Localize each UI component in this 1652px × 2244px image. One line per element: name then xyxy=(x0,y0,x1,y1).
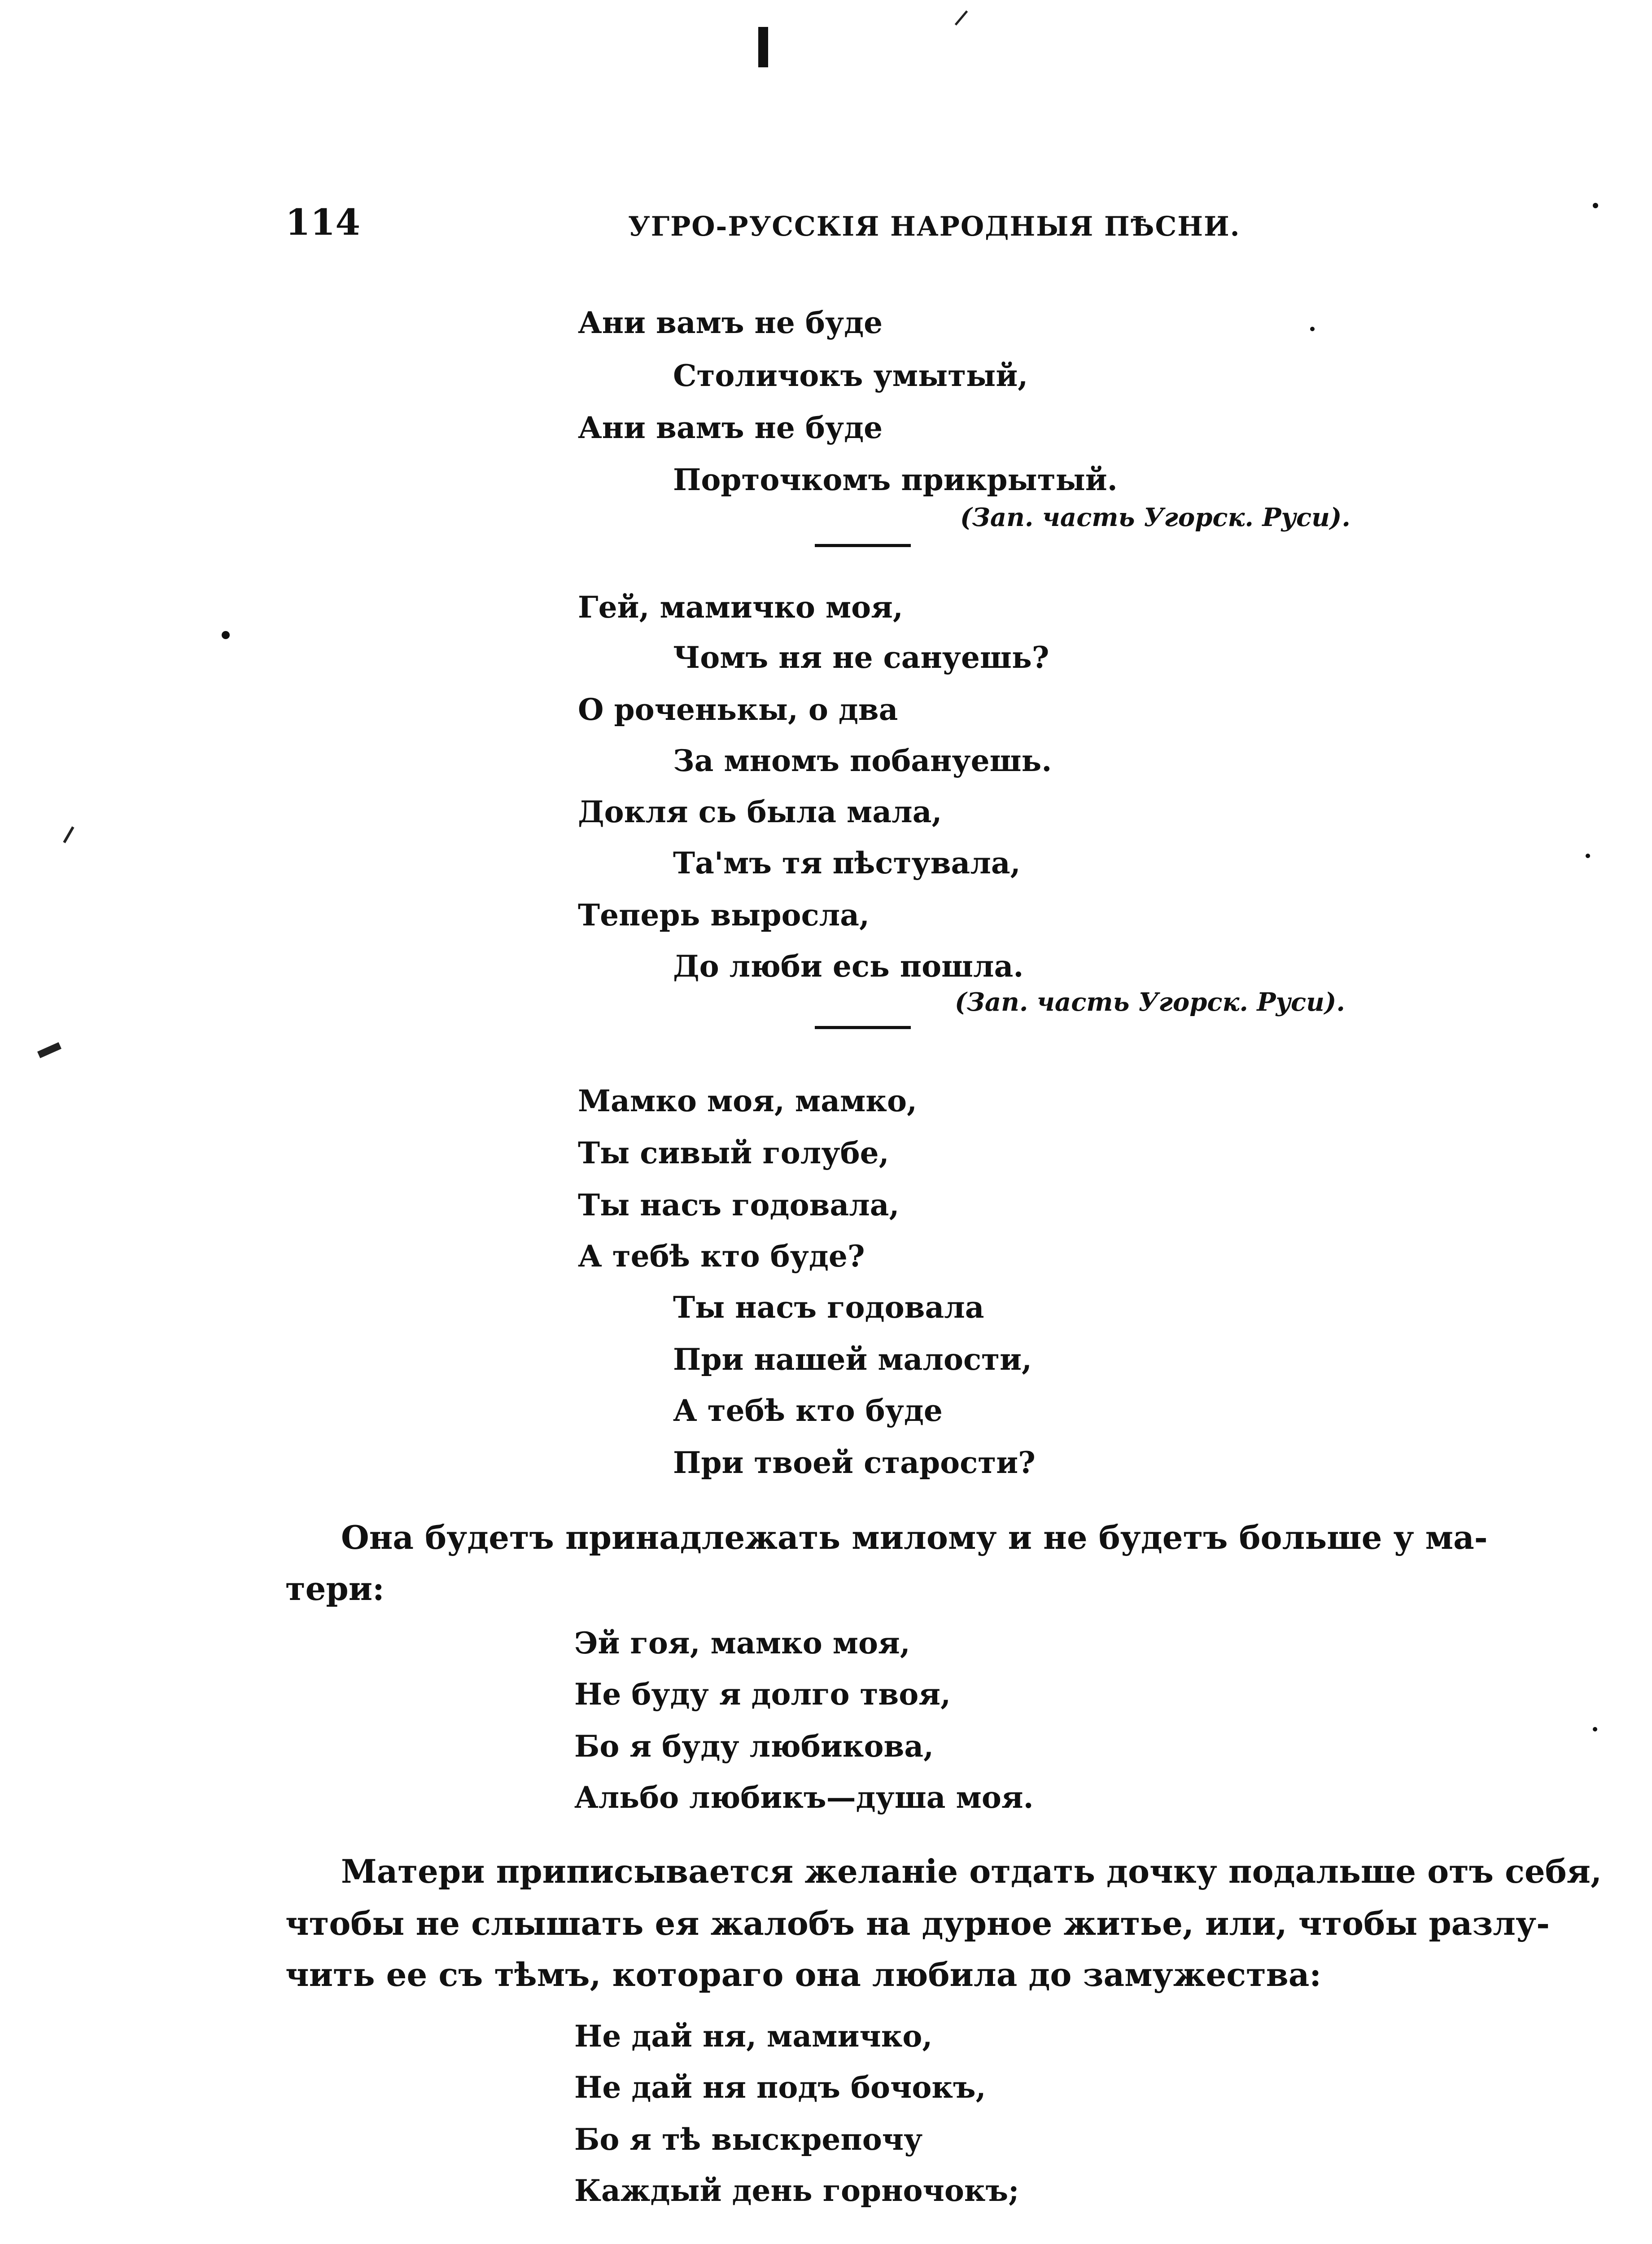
verse-line: За мномъ побануешь. xyxy=(673,743,1052,778)
verse-line: Столичокъ умытый, xyxy=(673,358,1028,393)
verse-line: До люби есь пошла. xyxy=(673,949,1024,984)
scan-mark xyxy=(63,826,74,843)
running-title: УГРО-РУССКІЯ НАРОДНЫЯ ПѢСНИ. xyxy=(628,211,1241,242)
verse-line: Мамко моя, мамко, xyxy=(578,1083,917,1118)
verse-line: Гей, мамичко моя, xyxy=(578,590,903,625)
prose-line: чить ее съ тѣмъ, котораго она любила до замужества: xyxy=(285,1955,1321,1994)
prose-line: чтобы не слышать ея жалобъ на дурное житье, или, чтобы разлу- xyxy=(285,1904,1550,1942)
verse-line: А тебѣ кто буде? xyxy=(578,1239,865,1274)
scan-mark xyxy=(955,10,968,26)
verse-line: Не буду я долго твоя, xyxy=(574,1677,951,1712)
section-divider xyxy=(815,1026,911,1029)
verse-line: При твоей старости? xyxy=(673,1445,1036,1480)
prose-line: Она будетъ принадлежать милому и не будетъ больше у ма- xyxy=(341,1518,1488,1556)
verse-line: При нашей малости, xyxy=(673,1342,1032,1377)
verse-line: Ани вамъ не буде xyxy=(578,305,883,340)
scan-speck xyxy=(1310,327,1315,331)
verse-line: Ты насъ годовала xyxy=(673,1290,984,1325)
printing-mark xyxy=(758,27,768,67)
prose-line: Матери приписывается желаніе отдать дочку подальше отъ себя, xyxy=(341,1852,1602,1890)
verse-line: Теперь выросла, xyxy=(578,898,870,933)
scan-speck xyxy=(222,631,230,639)
prose-line: тери: xyxy=(285,1569,385,1608)
verse-line: Не дай ня, мамичко, xyxy=(574,2019,933,2054)
section-divider xyxy=(815,544,911,547)
verse-line: Чомъ ня не сануешь? xyxy=(673,640,1049,675)
verse-line: О роченькы, о два xyxy=(578,692,898,727)
verse-line: Та'мъ тя пѣстувала, xyxy=(673,846,1021,881)
verse-line: Бо я буду любикова, xyxy=(574,1729,934,1764)
verse-line: Эй гоя, мамко моя, xyxy=(574,1626,910,1661)
verse-line: А тебѣ кто буде xyxy=(673,1393,943,1428)
verse-line: Докля сь была мала, xyxy=(578,794,942,829)
scan-mark xyxy=(37,1042,61,1058)
page-number: 114 xyxy=(285,201,360,243)
verse-line: Каждый день горночокъ; xyxy=(574,2173,1019,2208)
scan-speck xyxy=(1593,203,1598,208)
verse-line: Альбо любикъ—душа моя. xyxy=(574,1780,1034,1815)
scan-speck xyxy=(1586,854,1590,858)
verse-line: Порточкомъ прикрытый. xyxy=(673,462,1118,497)
source-citation: (Зап. часть Угорск. Руси). xyxy=(955,987,1345,1017)
verse-line: Бо я тѣ выскрепочу xyxy=(574,2122,923,2157)
verse-line: Ани вамъ не буде xyxy=(578,410,883,445)
verse-line: Не дай ня подъ бочокъ, xyxy=(574,2070,986,2105)
verse-line: Ты сивый голубе, xyxy=(578,1135,889,1170)
scan-speck xyxy=(1593,1727,1597,1731)
verse-line: Ты насъ годовала, xyxy=(578,1188,900,1223)
source-citation: (Зап. часть Угорск. Руси). xyxy=(960,503,1350,532)
